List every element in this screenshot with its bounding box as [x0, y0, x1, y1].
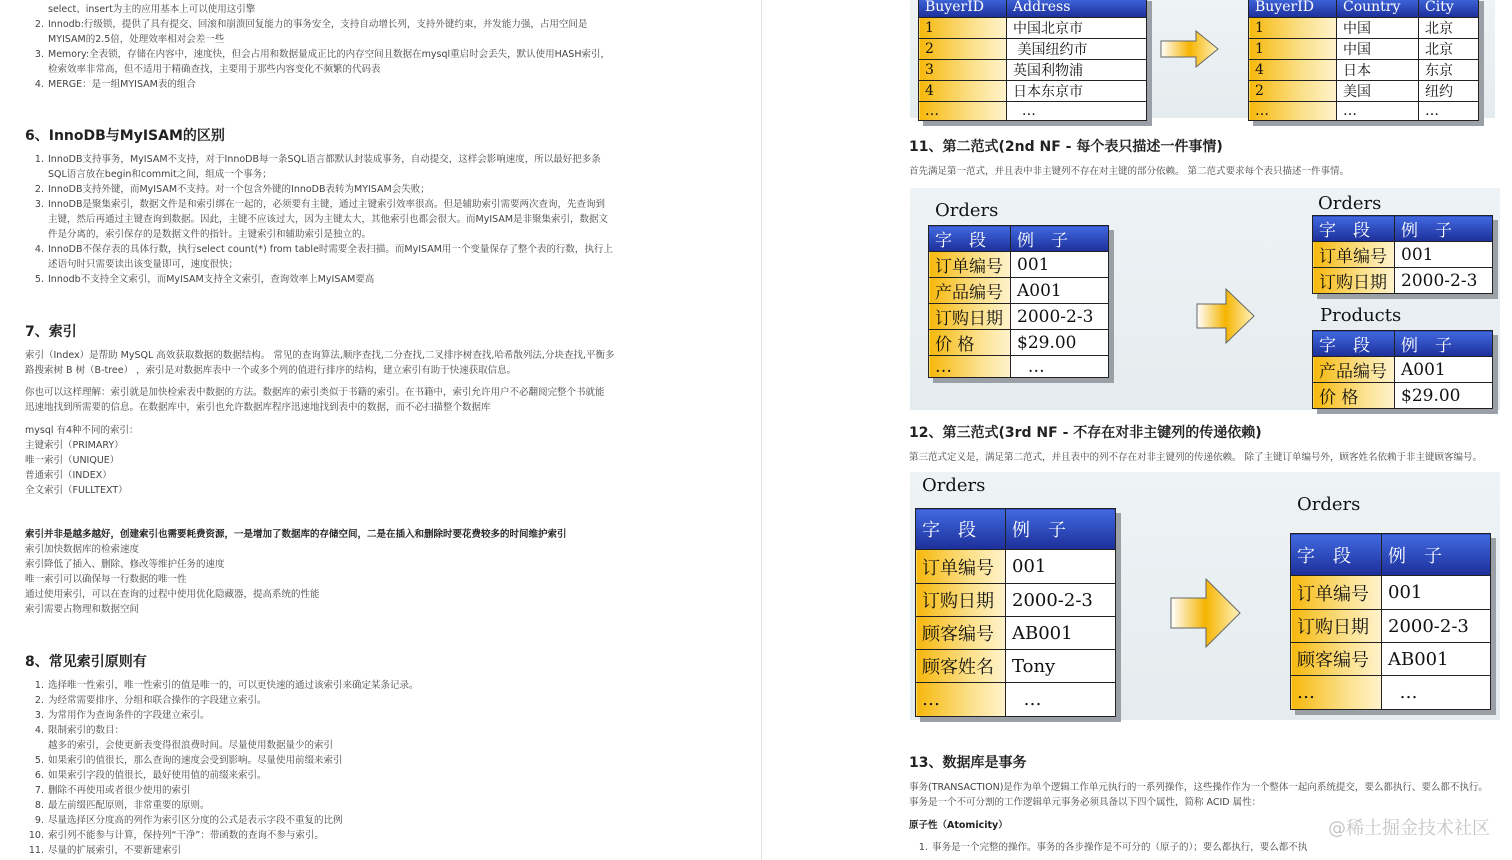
watermark: @稀土掘金技术社区 [1328, 818, 1490, 839]
item-number: 10. [28, 830, 44, 841]
table-cell: 1 [1249, 18, 1337, 39]
text-line: 路搜索树 B 树（B-tree） ，索引是对数据库表中一个或多个列的值进行排序的结构，建立索引有助于快速获取信息。 [25, 365, 517, 376]
table-cell: $29.00 [1011, 330, 1109, 356]
table-cell: AB001 [1382, 643, 1491, 676]
table-cell: 001 [1011, 252, 1109, 278]
table-cell: 001 [1006, 550, 1116, 584]
item-text: MYISAM的2.5倍，处理效率相对会差一些 [48, 34, 225, 45]
index-cost-note: 索引并非是越多越好，创建索引也需要耗费资源，一是增加了数据库的存储空间，二是在插入和删除时要花费较多的时间维护索引 [25, 529, 567, 540]
item-text: 删除不再使用或者很少使用的索引 [48, 785, 191, 796]
table-cell: 日本 [1337, 60, 1419, 81]
table-nf1-before [918, 0, 1147, 121]
table-cell: 日本东京市 [1007, 81, 1147, 102]
text-line: 你也可以这样理解：索引就是加快检索表中数据的方法。数据库的索引类似于书籍的索引。在书籍中，索引允许用户不必翻阅完整个书就能 [25, 387, 605, 398]
text-line: 迅速地找到所需要的信息。在数据库中，索引也允许数据库程序迅速地找到表中的数据，而不必扫描整个数据库 [25, 402, 491, 413]
table-nf2-products [1312, 330, 1493, 409]
table-header-row [929, 226, 1109, 252]
item-text: Memory:全表锁，存储在内容中，速度快，但会占用和数据量成正比的内存空间且数据在mysql重启时会丢失，默认使用HASH索引， [48, 49, 610, 60]
table-cell: 4 [919, 81, 1007, 102]
item-number: 3. [34, 49, 44, 60]
table-cell: 订购日期 [1291, 610, 1382, 643]
header-cell: 例 子 [1395, 216, 1493, 242]
table-row [1291, 576, 1491, 610]
text-line: 通过使用索引，可以在查询的过程中使用优化隐藏器，提高系统的性能 [25, 589, 320, 600]
header-cell: 字 段 [1313, 331, 1395, 357]
table-cell: 2000-2-3 [1011, 304, 1109, 330]
table-row [1313, 242, 1493, 268]
item-text: InnoDB是聚集索引，数据文件是和索引绑在一起的，必须要有主键，通过主键索引效率很高。但是辅助索引需要两次查询，先查询到 [48, 199, 605, 210]
table-cell: 3 [919, 60, 1007, 81]
item-text: Innodb:行级锁，提供了具有提交、回滚和崩溃回复能力的事务安全，支持自动增长列，支持外键约束，并发能力强，占用空间是 [48, 19, 588, 30]
table-row [919, 81, 1147, 102]
table-row [916, 683, 1116, 717]
table-row [1291, 610, 1491, 643]
list-item [26, 708, 419, 723]
header-cell: 例 子 [1011, 226, 1109, 252]
list-item [26, 212, 613, 227]
item-number: 1. [34, 680, 44, 691]
text-line: 事务是一个不可分割的工作逻辑单元事务必须具备以下四个属性，简称 ACID 属性： [909, 797, 1262, 808]
table-row [919, 18, 1147, 39]
arrow-right-icon [1170, 578, 1242, 648]
list-item [26, 678, 419, 693]
section-12-text: 第三范式定义是，满足第二范式，并且表中的列不存在对非主键列的传递依赖。 除了主键订单编号外，顾客姓名依赖于非主键顾客编号。 [909, 452, 1483, 463]
item-number: 2. [34, 19, 44, 30]
table-row [929, 356, 1109, 378]
item-text: 选择唯一性索引，唯一性索引的值是唯一的，可以更快速的通过该索引来确定某条记录。 [48, 680, 419, 691]
table-row [929, 304, 1109, 330]
header-cell: BuyerID [1249, 0, 1337, 18]
item-number: 3. [34, 710, 44, 721]
table-cell: 订购日期 [916, 584, 1006, 617]
text-line: 全文索引（FULLTEXT） [25, 485, 128, 496]
table-cell: 价 格 [929, 330, 1011, 356]
table-cell: 001 [1395, 242, 1493, 268]
section-6-heading: 6、InnoDB与MyISAM的区别 [25, 128, 225, 144]
table-cell: 订单编号 [929, 252, 1011, 278]
orders-label: Orders [922, 475, 986, 496]
item-number: 4. [34, 725, 44, 736]
table-cell: 北京 [1419, 18, 1479, 39]
table-row [916, 584, 1116, 617]
list-item [26, 813, 419, 828]
item-text: 为经常需要排序、分组和联合操作的字段建立索引。 [48, 695, 267, 706]
header-cell: 字 段 [1313, 216, 1395, 242]
item-number: 4. [34, 79, 44, 90]
list-item [26, 77, 610, 92]
item-text: 检索效率非常高，但不适用于精确查找，主要用于那些内容变化不频繁的代码表 [48, 64, 381, 75]
text-line: 主键索引（PRIMARY） [25, 440, 124, 451]
table-cell: 2000-2-3 [1006, 584, 1116, 617]
table-cell: … [919, 102, 1007, 121]
list-item [26, 62, 610, 77]
list-item [26, 152, 613, 167]
item-number: 4. [34, 244, 44, 255]
header-cell: 字 段 [929, 226, 1011, 252]
section-11-text: 首先满足第一范式，并且表中非主键列不存在对主键的部分依赖。 第二范式要求每个表只描述一件事情。 [909, 166, 1350, 177]
list-item [26, 798, 419, 813]
list-item [26, 828, 419, 843]
table-cell: … [1382, 676, 1491, 710]
list-item [26, 843, 419, 858]
section-13-heading: 13、数据库是事务 [909, 755, 1027, 771]
table-cell: 北京 [1419, 39, 1479, 60]
item-text: 如果索引的值很长，那么查询的速度会受到影响。尽量使用前缀来索引 [48, 755, 343, 766]
list-item [26, 723, 419, 738]
index-definition [25, 348, 614, 378]
table-cell: 顾客编号 [1291, 643, 1382, 676]
table-row [919, 39, 1147, 60]
header-cell: 字 段 [1291, 534, 1382, 576]
item-text: 限制索引的数目： [48, 725, 125, 736]
item-text: SQL语言放在begin和commit之间，组成一个事务； [48, 169, 272, 180]
item-number: 9. [34, 815, 44, 826]
list-item [26, 693, 419, 708]
atomicity-item [910, 840, 1512, 855]
section-5-list [26, 2, 610, 92]
atomicity-heading: 原子性（Atomicity） [909, 820, 1008, 831]
header-cell: 例 子 [1006, 509, 1116, 550]
table-cell: 001 [1382, 576, 1491, 610]
table-cell: … [1337, 102, 1419, 121]
table-cell: 中国 [1337, 39, 1419, 60]
table-row [929, 252, 1109, 278]
table-nf1-after [1248, 0, 1479, 121]
table-row [919, 102, 1147, 121]
section-12-heading: 12、第三范式(3rd NF - 不存在对非主键列的传递依赖) [909, 425, 1262, 441]
table-cell: 2000-2-3 [1395, 268, 1493, 294]
table-header-row [1249, 0, 1479, 18]
table-nf3-orders-after [1290, 533, 1491, 710]
text-line: 索引（Index）是帮助 MySQL 高效获取数据的数据结构。 常见的查询算法,顺序查找,二分查找,二叉排序树查找,哈希散列法,分块查找,平衡多 [25, 350, 615, 361]
list-item [26, 167, 613, 182]
table-header-row [1313, 331, 1493, 357]
arrow-right-icon [1160, 30, 1220, 68]
text-line: 索引降低了插入、删除、修改等维护任务的速度 [25, 559, 225, 570]
table-row [1291, 676, 1491, 710]
table-cell: … [916, 683, 1006, 717]
table-row [1313, 268, 1493, 294]
table-cell: 4 [1249, 60, 1337, 81]
header-cell: 例 子 [1395, 331, 1493, 357]
list-item [26, 272, 613, 287]
table-cell: … [1249, 102, 1337, 121]
item-text: 尽量选择区分度高的列作为索引区分度的公式是表示字段不重复的比例 [48, 815, 343, 826]
list-item [26, 783, 419, 798]
item-text: 事务是一个完整的操作。事务的各步操作是不可分的（原子的）；要么都执行，要么都不执 [932, 842, 1308, 853]
section-7-heading: 7、索引 [25, 324, 77, 340]
item-text: 件是分离的，索引保存的是数据文件的指针。主键索引和辅助索引是独立的。 [48, 229, 372, 240]
table-row [929, 278, 1109, 304]
item-number: 1. [918, 842, 928, 853]
table-cell: 订购日期 [1313, 268, 1395, 294]
table-row [1291, 643, 1491, 676]
table-nf3-orders [915, 508, 1116, 717]
table-cell: 订单编号 [1291, 576, 1382, 610]
list-item [26, 197, 613, 212]
header-cell: 字 段 [916, 509, 1006, 550]
table-row [1249, 81, 1479, 102]
table-cell: … [1011, 356, 1109, 378]
index-types [25, 423, 139, 498]
header-cell: 例 子 [1382, 534, 1491, 576]
text-line: 事务(TRANSACTION)是作为单个逻辑工作单元执行的一系列操作，这些操作作为一个整体一起向系统提交，要么都执行、要么都不执行。 [909, 782, 1488, 793]
table-cell: 1 [919, 18, 1007, 39]
table-cell: 2 [919, 39, 1007, 60]
text-line: 普通索引（INDEX） [25, 470, 112, 481]
item-text: 尽量的扩展索引，不要新建索引 [48, 845, 182, 856]
table-row [929, 330, 1109, 356]
item-text: select、insert为主的应用基本上可以使用这引擎 [48, 4, 256, 15]
item-text: 主键，然后再通过主键查询到数据。因此，主键不应该过大，因为主键太大，其他索引也都会很大。而MyISAM是非聚集索引，数据文 [48, 214, 609, 225]
item-number: 11. [28, 845, 44, 856]
table-cell: … [1291, 676, 1382, 710]
table-cell: 顾客编号 [916, 617, 1006, 650]
table-cell: Tony [1006, 650, 1116, 683]
table-cell: 订单编号 [1313, 242, 1395, 268]
section-11-heading: 11、第二范式(2nd NF - 每个表只描述一件事情) [909, 139, 1223, 155]
text-line: 索引加快数据库的检索速度 [25, 544, 140, 555]
item-text: 如果索引字段的值很长，最好使用值的前缀来索引。 [48, 770, 267, 781]
item-number: 2. [34, 695, 44, 706]
section-6-list [26, 152, 613, 287]
table-cell: … [1419, 102, 1479, 121]
list-item [26, 32, 610, 47]
table-cell: A001 [1011, 278, 1109, 304]
table-cell: AB001 [1006, 617, 1116, 650]
table-cell: 中国北京市 [1007, 18, 1147, 39]
table-row [916, 550, 1116, 584]
index-pros-cons [25, 542, 320, 617]
table-row [1249, 60, 1479, 81]
item-number: 7. [34, 785, 44, 796]
table-header-row [1291, 534, 1491, 576]
list-item [26, 227, 613, 242]
table-cell: 东京 [1419, 60, 1479, 81]
item-text: MERGE：是一组MYISAM表的组合 [48, 79, 196, 90]
list-item [26, 738, 419, 753]
item-number: 5. [34, 755, 44, 766]
item-text: InnoDB不保存表的具体行数，执行select count(*) from table时需要全表扫描。而MyISAM用一个变量保存了整个表的行数，执行上 [48, 244, 613, 255]
item-text: InnoDB支持外键，而MyISAM不支持。对一个包含外键的InnoDB表转为MYISAM会失败； [48, 184, 430, 195]
table-cell: 2000-2-3 [1382, 610, 1491, 643]
products-label: Products [1320, 305, 1402, 326]
orders-label: Orders [935, 200, 999, 221]
list-item [26, 47, 610, 62]
item-number: 1. [34, 154, 44, 165]
list-item [26, 242, 613, 257]
table-cell: $29.00 [1395, 383, 1493, 409]
list-item [26, 753, 419, 768]
list-item [26, 257, 613, 272]
table-row [916, 617, 1116, 650]
table-cell: 订单编号 [916, 550, 1006, 584]
table-row [1313, 383, 1493, 409]
table-nf2-orders [928, 225, 1109, 378]
table-row [919, 60, 1147, 81]
table-cell: 纽约 [1419, 81, 1479, 102]
table-header-row [916, 509, 1116, 550]
table-row [916, 650, 1116, 683]
section-8-list [26, 678, 419, 858]
table-row [1249, 18, 1479, 39]
table-cell: 美国 [1337, 81, 1419, 102]
table-row [1249, 102, 1479, 121]
table-cell: 产品编号 [929, 278, 1011, 304]
item-text: InnoDB支持事务，MyISAM不支持，对于InnoDB每一条SQL语言都默认封装成事务，自动提交，这样会影响速度，所以最好把多条 [48, 154, 601, 165]
item-number: 6. [34, 770, 44, 781]
table-cell: 产品编号 [1313, 357, 1395, 383]
orders-label: Orders [1297, 494, 1361, 515]
index-explanation [25, 385, 605, 415]
section-13-text [909, 780, 1488, 810]
item-number: 5. [34, 274, 44, 285]
table-header-row [1313, 216, 1493, 242]
text-line: 唯一索引可以确保每一行数据的唯一性 [25, 574, 187, 585]
header-cell: Country [1337, 0, 1419, 18]
list-item [26, 2, 610, 17]
table-cell: 美国纽约市 [1007, 39, 1147, 60]
page-divider [761, 0, 762, 860]
list-item [26, 182, 613, 197]
table-header-row [919, 0, 1147, 18]
table-cell: … [1006, 683, 1116, 717]
item-number: 2. [34, 184, 44, 195]
item-text: 索引列不能参与计算，保持列“干净”：带函数的查询不参与索引。 [48, 830, 324, 841]
table-cell: 价 格 [1313, 383, 1395, 409]
table-row [1313, 357, 1493, 383]
header-cell: City [1419, 0, 1479, 18]
orders-label: Orders [1318, 193, 1382, 214]
table-cell: 顾客姓名 [916, 650, 1006, 683]
item-text: 为常用作为查询条件的字段建立索引。 [48, 710, 210, 721]
item-text: 越多的索引，会使更新表变得很浪费时间。尽量使用数据量少的索引 [48, 740, 334, 751]
item-text: 最左前缀匹配原则，非常重要的原则。 [48, 800, 210, 811]
table-cell: 1 [1249, 39, 1337, 60]
item-text: 述语句时只需要读出该变量即可，速度很快； [48, 259, 239, 270]
table-cell: … [929, 356, 1011, 378]
arrow-right-icon [1196, 288, 1256, 344]
table-cell: A001 [1395, 357, 1493, 383]
list-item [26, 17, 610, 32]
header-cell: Address [1007, 0, 1147, 18]
item-number: 3. [34, 199, 44, 210]
table-cell: … [1007, 102, 1147, 121]
item-number: 8. [34, 800, 44, 811]
header-cell: BuyerID [919, 0, 1007, 18]
table-row [1249, 39, 1479, 60]
item-text: Innodb不支持全文索引，而MyISAM支持全文索引，查询效率上MyISAM要高 [48, 274, 375, 285]
table-cell: 中国 [1337, 18, 1419, 39]
text-line: 索引需要占物理和数据空间 [25, 604, 140, 615]
text-line: 唯一索引（UNIQUE） [25, 455, 120, 466]
table-nf2-orders-after [1312, 215, 1493, 294]
table-cell: 英国利物浦 [1007, 60, 1147, 81]
table-cell: 订购日期 [929, 304, 1011, 330]
list-item [26, 768, 419, 783]
section-8-heading: 8、常见索引原则有 [25, 654, 147, 670]
table-cell: 2 [1249, 81, 1337, 102]
text-line: mysql 有4种不同的索引： [25, 425, 139, 436]
